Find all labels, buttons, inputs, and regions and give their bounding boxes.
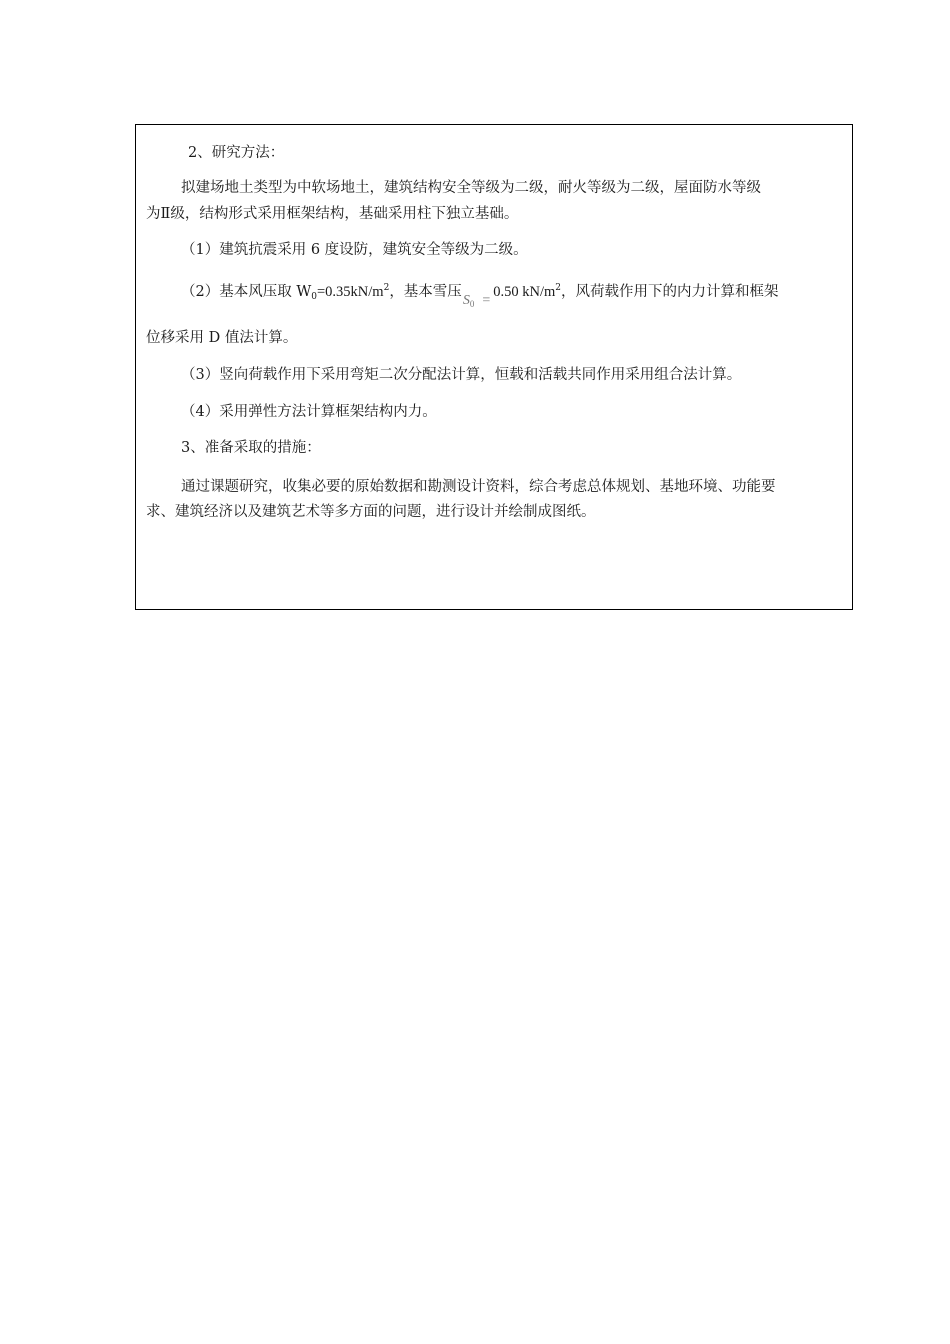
snow-symbol: S (462, 293, 470, 308)
item-2-wind-snow-line-1 (181, 278, 778, 307)
measures-paragraph-line-1: 通过课题研究，收集必要的原始数据和勘测设计资料，综合考虑总体规划、基地环境、功能要 (181, 479, 776, 495)
intro-paragraph-line-2: 为Ⅱ级，结构形式采用框架结构，基础采用柱下独立基础。 (146, 206, 519, 222)
section-3-heading: 3、准备采取的措施： (181, 440, 321, 456)
wind-pressure-value: =0.35kN/m (316, 284, 384, 300)
snow-pressure-formula (463, 291, 490, 314)
snow-pressure-label: ，基本雪压 (389, 284, 462, 300)
measures-paragraph-line-2: 求、建筑经济以及建筑艺术等多方面的问题，进行设计并绘制成图纸。 (146, 504, 596, 520)
item-3-vertical-load: （3）竖向荷载作用下采用弯矩二次分配法计算，恒载和活载共同作用采用组合法计算。 (181, 367, 742, 383)
document-table-cell (135, 124, 853, 610)
section-2-heading: 2、研究方法： (188, 145, 285, 161)
item-2-wind-snow-line-2: 位移采用 D 值法计算。 (146, 330, 298, 346)
snow-subscript: 0 (469, 299, 475, 309)
snow-unit-superscript: 2 (555, 283, 561, 293)
wind-unit-superscript: 2 (383, 283, 390, 293)
item-1-seismic: （1）建筑抗震采用 6 度设防，建筑安全等级为二级。 (181, 242, 528, 258)
snow-equals: = (482, 293, 491, 308)
snow-pressure-value: 0.50 kN/m (493, 284, 556, 300)
item-2-suffix: ，风荷载作用下的内力计算和框架 (560, 284, 779, 300)
wind-subscript: 0 (311, 292, 317, 302)
item-4-elastic-method: （4）采用弹性方法计算框架结构内力。 (181, 404, 437, 420)
intro-paragraph-line-1: 拟建场地土类型为中软场地土，建筑结构安全等级为二级，耐火等级为二级，屋面防水等级 (181, 180, 761, 196)
item-2-prefix: （2）基本风压取 W (181, 284, 312, 300)
